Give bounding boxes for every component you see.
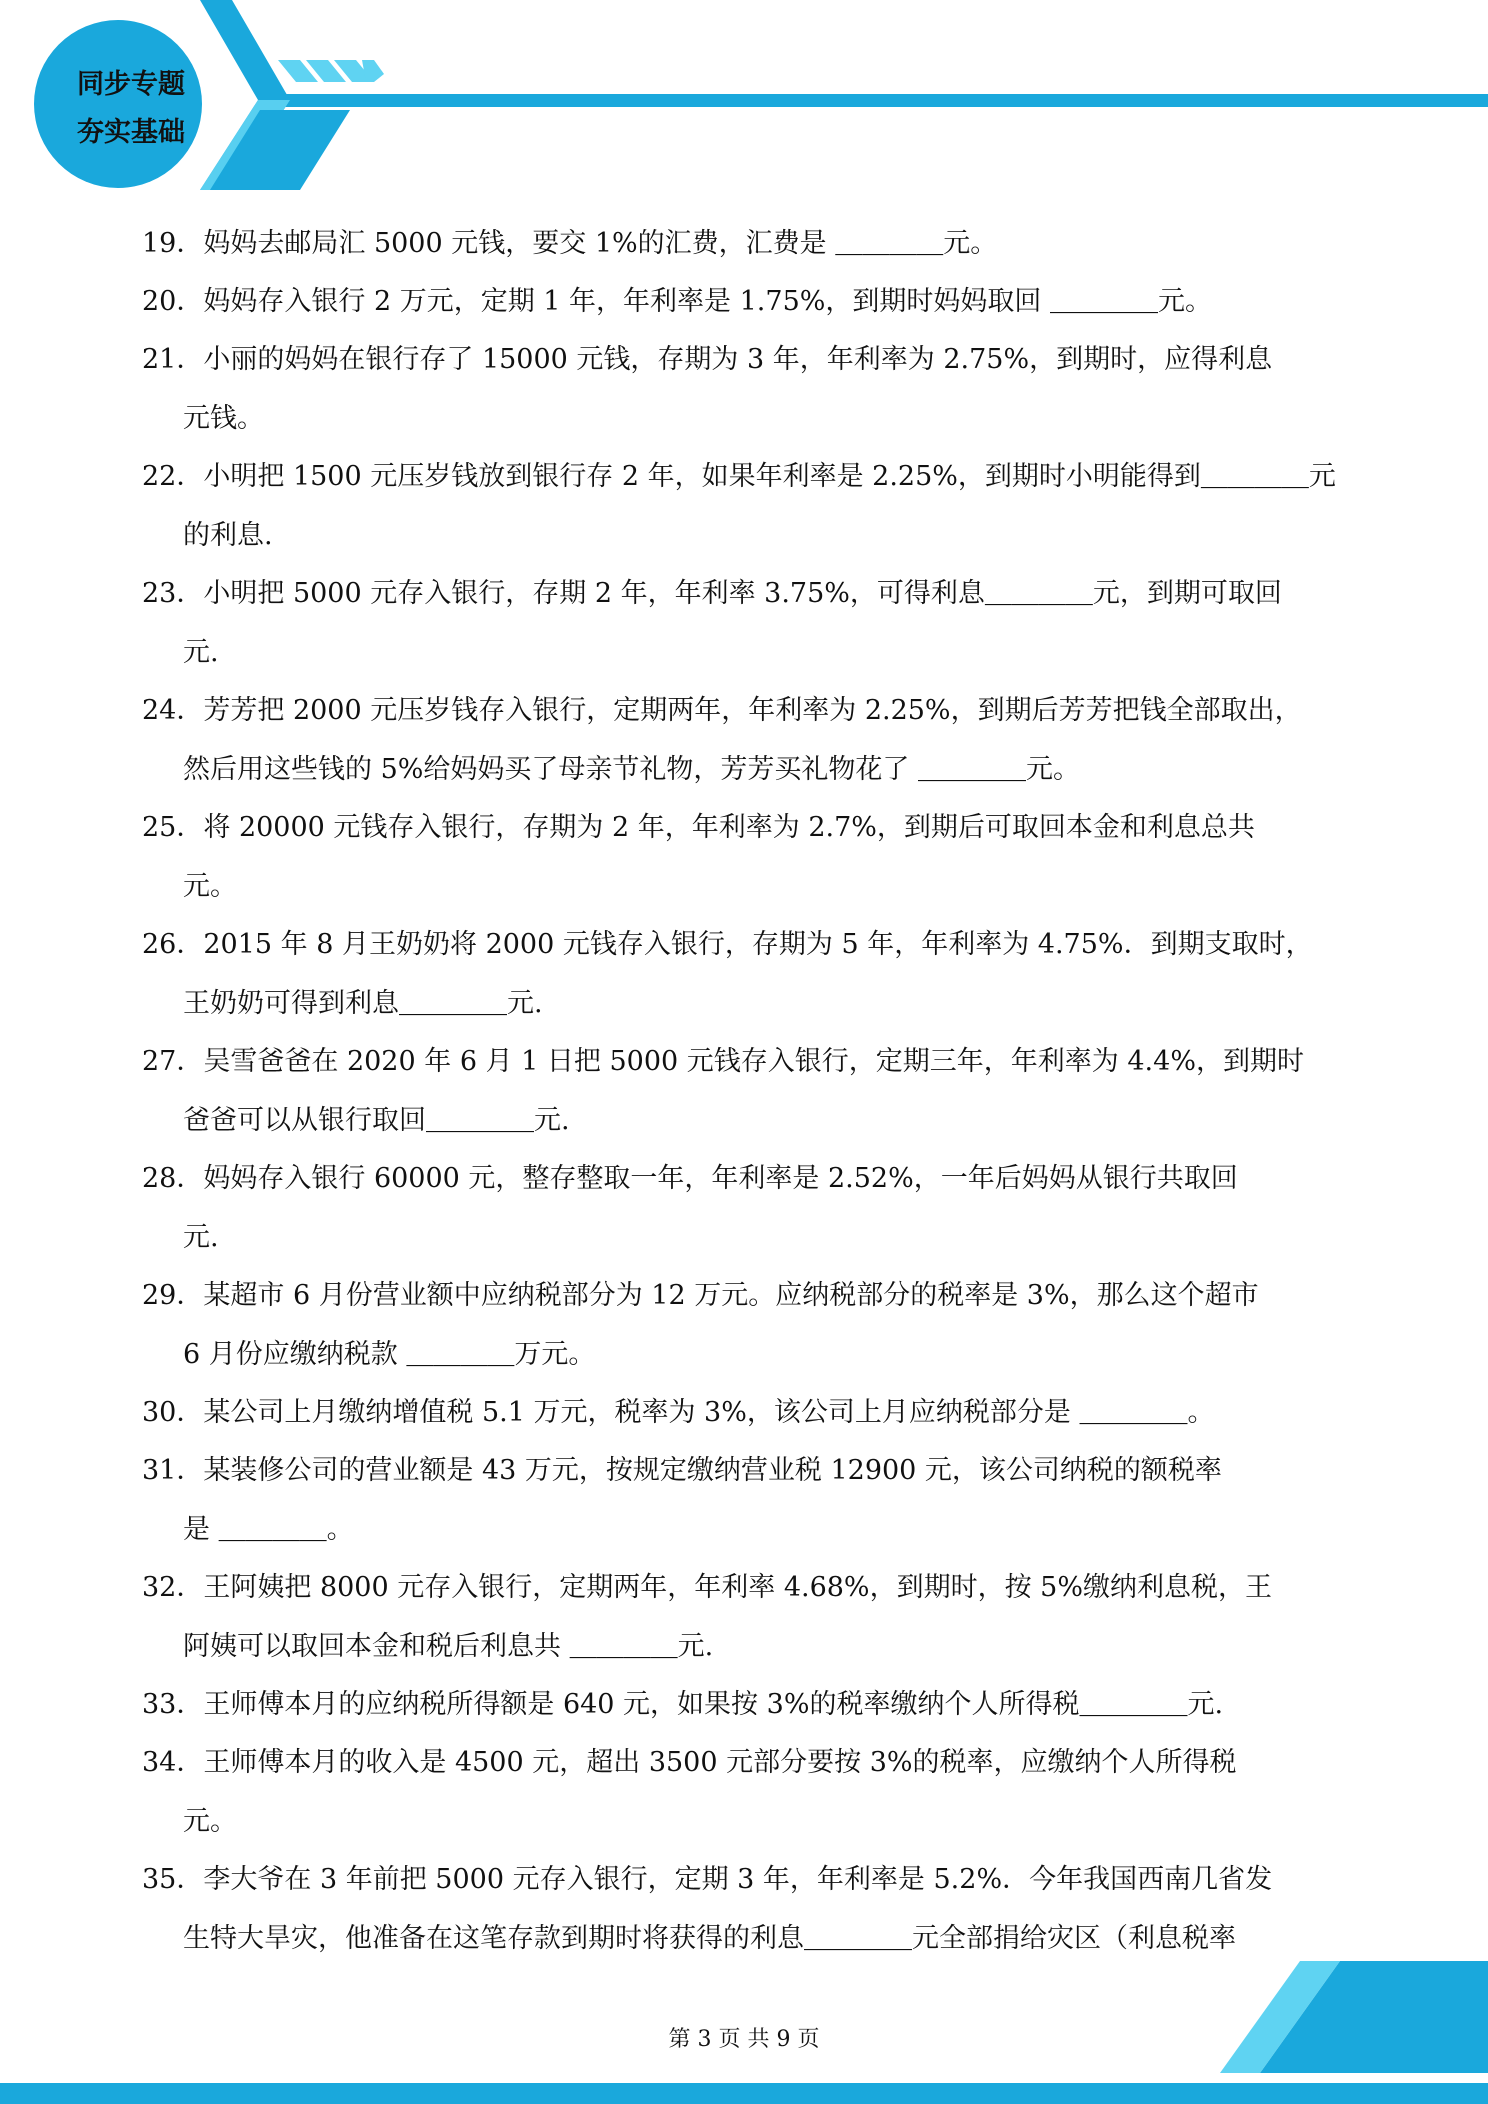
question-line: 35．李大爷在 3 年前把 5000 元存入银行，定期 3 年，年利率是 5.2%．今年我国西南几省发 bbox=[142, 1864, 1273, 1895]
question-line: 27．吴雪爸爸在 2020 年 6 月 1 日把 5000 元钱存入银行，定期三年，年利率为 4.4%，到期时 bbox=[142, 1046, 1304, 1077]
question-28 bbox=[142, 1149, 1347, 1267]
question-line: 33．王师傅本月的应纳税所得额是 640 元，如果按 3%的税率缴纳个人所得税＿＿＿＿元. bbox=[142, 1689, 1224, 1720]
question-line: 31．某装修公司的营业额是 43 万元，按规定缴纳营业税 12900 元，该公司纳税的额税率 bbox=[142, 1455, 1222, 1486]
question-line: 23．小明把 5000 元存入银行，存期 2 年，年利率 3.75%，可得利息＿＿＿＿元，到期可取回 bbox=[142, 578, 1282, 609]
question-line: 32．王阿姨把 8000 元存入银行，定期两年，年利率 4.68%，到期时，按 5%缴纳利息税，王 bbox=[142, 1572, 1273, 1603]
question-line: 24．芳芳把 2000 元压岁钱存入银行，定期两年，年利率为 2.25%，到期后芳芳把钱全部取出， bbox=[142, 695, 1302, 726]
question-line: 30．某公司上月缴纳增值税 5.1 万元，税率为 3%，该公司上月应纳税部分是 ＿＿＿＿。 bbox=[142, 1397, 1215, 1428]
question-line: 元。 bbox=[183, 1806, 237, 1837]
question-line: 元. bbox=[183, 637, 219, 668]
question-line: 生特大旱灾，他准备在这笔存款到期时将获得的利息＿＿＿＿元全部捐给灾区（利息税率 bbox=[183, 1923, 1236, 1954]
question-31 bbox=[142, 1441, 1347, 1559]
question-line: 是 ＿＿＿＿。 bbox=[183, 1514, 354, 1545]
question-29 bbox=[142, 1266, 1347, 1384]
question-line: 25．将 20000 元钱存入银行，存期为 2 年，年利率为 2.7%，到期后可取回本金和利息总共 bbox=[142, 812, 1255, 843]
question-19 bbox=[142, 214, 1347, 273]
question-22 bbox=[142, 447, 1347, 565]
question-line: 元钱。 bbox=[183, 403, 264, 434]
question-line: 19．妈妈去邮局汇 5000 元钱，要交 1%的汇费，汇费是 ＿＿＿＿元。 bbox=[142, 228, 998, 259]
question-line: 28．妈妈存入银行 60000 元，整存整取一年，年利率是 2.52%，一年后妈妈从银行共取回 bbox=[142, 1163, 1238, 1194]
question-32 bbox=[142, 1558, 1347, 1676]
question-line: 元. bbox=[183, 1222, 219, 1253]
question-24 bbox=[142, 681, 1347, 799]
question-21 bbox=[142, 330, 1347, 448]
question-line: 爸爸可以从银行取回＿＿＿＿元. bbox=[183, 1105, 570, 1136]
question-line: 34．王师傅本月的收入是 4500 元，超出 3500 元部分要按 3%的税率，应缴纳个人所得税 bbox=[142, 1747, 1237, 1778]
question-34 bbox=[142, 1733, 1347, 1851]
question-line: 的利息. bbox=[183, 520, 273, 551]
question-26 bbox=[142, 915, 1347, 1033]
question-line: 王奶奶可得到利息＿＿＿＿元. bbox=[183, 988, 543, 1019]
question-line: 6 月份应缴纳税款 ＿＿＿＿万元。 bbox=[183, 1339, 596, 1370]
question-line: 元。 bbox=[183, 871, 237, 902]
question-line: 然后用这些钱的 5%给妈妈买了母亲节礼物，芳芳买礼物花了 ＿＿＿＿元。 bbox=[183, 754, 1080, 785]
question-line: 20．妈妈存入银行 2 万元，定期 1 年，年利率是 1.75%，到期时妈妈取回 ＿＿＿＿元。 bbox=[142, 286, 1212, 317]
badge-line2: 夯实基础 bbox=[77, 117, 185, 148]
question-line: 21．小丽的妈妈在银行存了 15000 元钱，存期为 3 年，年利率为 2.75%，到期时，应得利息 bbox=[142, 344, 1273, 375]
page-number: 第 3 页 共 9 页 bbox=[668, 2027, 820, 2052]
question-line: 29．某超市 6 月份营业额中应纳税部分为 12 万元。应纳税部分的税率是 3%，那么这个超市 bbox=[142, 1280, 1259, 1311]
badge-line1: 同步专题 bbox=[77, 69, 185, 100]
question-line: 阿姨可以取回本金和税后利息共 ＿＿＿＿元. bbox=[183, 1631, 714, 1662]
question-33 bbox=[142, 1675, 1347, 1734]
question-35 bbox=[142, 1850, 1347, 1968]
question-27 bbox=[142, 1032, 1347, 1150]
question-20 bbox=[142, 272, 1347, 331]
question-25 bbox=[142, 798, 1347, 916]
question-23 bbox=[142, 564, 1347, 682]
question-line: 26．2015 年 8 月王奶奶将 2000 元钱存入银行，存期为 5 年，年利率为 4.75%．到期支取时， bbox=[142, 929, 1313, 960]
question-line: 22．小明把 1500 元压岁钱放到银行存 2 年，如果年利率是 2.25%，到期时小明能得到＿＿＿＿元 bbox=[142, 461, 1336, 492]
question-30 bbox=[142, 1383, 1347, 1442]
